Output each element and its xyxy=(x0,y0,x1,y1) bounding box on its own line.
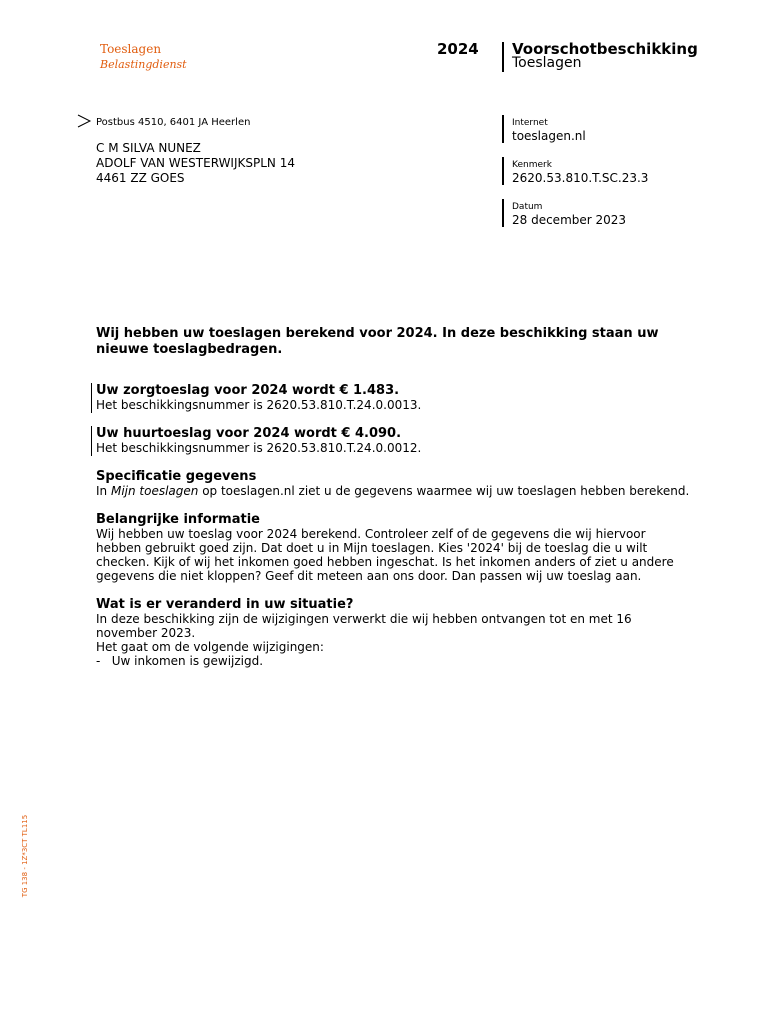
huur-number: Het beschikkingsnummer is 2620.53.810.T.24.0.0012. xyxy=(96,441,422,455)
situatie-line: Het gaat om de volgende wijzigingen: xyxy=(96,640,324,654)
huur-marker xyxy=(91,426,92,456)
belangrijk-heading: Belangrijke informatie xyxy=(96,512,260,527)
belangrijk-line: Wij hebben uw toeslag voor 2024 berekend. Controleer zelf of de gegevens die wij hiervoor xyxy=(96,527,646,541)
spec-text xyxy=(96,484,706,498)
situatie-line: november 2023. xyxy=(96,626,196,640)
huur-heading: Uw huurtoeslag voor 2024 wordt € 4.090. xyxy=(96,426,402,441)
situatie-list-item: - Uw inkomen is gewijzigd. xyxy=(96,654,264,668)
recipient-name: C M SILVA NUNEZ xyxy=(96,141,201,155)
belangrijk-line: gegevens die niet kloppen? Geef dit meteen aan ons door. Dan passen wij uw toeslag aan. xyxy=(96,569,642,583)
belangrijk-section xyxy=(96,512,706,583)
datum-value: 28 december 2023 xyxy=(512,213,627,227)
meta-divider xyxy=(502,157,504,185)
recipient-city: 4461 ZZ GOES xyxy=(96,171,185,185)
zorg-section xyxy=(96,383,706,412)
kenmerk-label: Kenmerk xyxy=(512,160,552,170)
zorg-marker xyxy=(91,383,92,413)
spec-section xyxy=(96,469,706,498)
intro-text xyxy=(96,326,706,358)
intro-line: nieuwe toeslagbedragen. xyxy=(96,342,283,357)
intro-line: Wij hebben uw toeslagen berekend voor 2024. In deze beschikking staan uw xyxy=(96,326,659,341)
header-year: 2024 xyxy=(437,40,479,58)
side-code-text: TG 138 - 1Z*3CT TL115 xyxy=(21,814,29,898)
chevron-right-icon xyxy=(77,113,93,129)
spec-text-post: op toeslagen.nl ziet u de gegevens waarmee wij uw toeslagen hebben berekend. xyxy=(198,484,690,498)
datum-label: Datum xyxy=(512,202,543,212)
meta-divider xyxy=(502,199,504,227)
page-title: Voorschotbeschikking xyxy=(512,40,698,58)
logo-belastingdienst: Belastingdienst xyxy=(100,58,187,71)
belangrijk-line: hebben gebruikt goed zijn. Dat doet u in Mijn toeslagen. Kies '2024' bij de toeslag die u wilt xyxy=(96,541,648,555)
spec-text-pre: In xyxy=(96,484,111,498)
side-code xyxy=(18,808,32,904)
recipient-street: ADOLF VAN WESTERWIJKSPLN 14 xyxy=(96,156,295,170)
internet-value: toeslagen.nl xyxy=(512,129,586,143)
kenmerk-value: 2620.53.810.T.SC.23.3 xyxy=(512,171,649,185)
situatie-line: In deze beschikking zijn de wijzigingen verwerkt die wij hebben ontvangen tot en met 16 xyxy=(96,612,632,626)
situatie-section xyxy=(96,597,706,668)
situatie-heading: Wat is er veranderd in uw situatie? xyxy=(96,597,354,612)
spec-heading: Specificatie gegevens xyxy=(96,469,257,484)
header-divider xyxy=(502,42,504,72)
meta-divider xyxy=(502,115,504,143)
zorg-number: Het beschikkingsnummer is 2620.53.810.T.24.0.0013. xyxy=(96,398,422,412)
huur-section xyxy=(96,426,706,455)
internet-label: Internet xyxy=(512,118,548,128)
belangrijk-line: checken. Kijk of wij het inkomen goed hebben ingeschat. Is het inkomen anders of ziet u andere xyxy=(96,555,674,569)
logo-toeslagen: Toeslagen xyxy=(100,42,162,56)
mijn-toeslagen-text: Mijn toeslagen xyxy=(110,484,199,498)
page-subtitle: Toeslagen xyxy=(512,55,582,71)
zorg-heading: Uw zorgtoeslag voor 2024 wordt € 1.483. xyxy=(96,383,400,398)
sender-postbus: Postbus 4510, 6401 JA Heerlen xyxy=(96,117,251,128)
